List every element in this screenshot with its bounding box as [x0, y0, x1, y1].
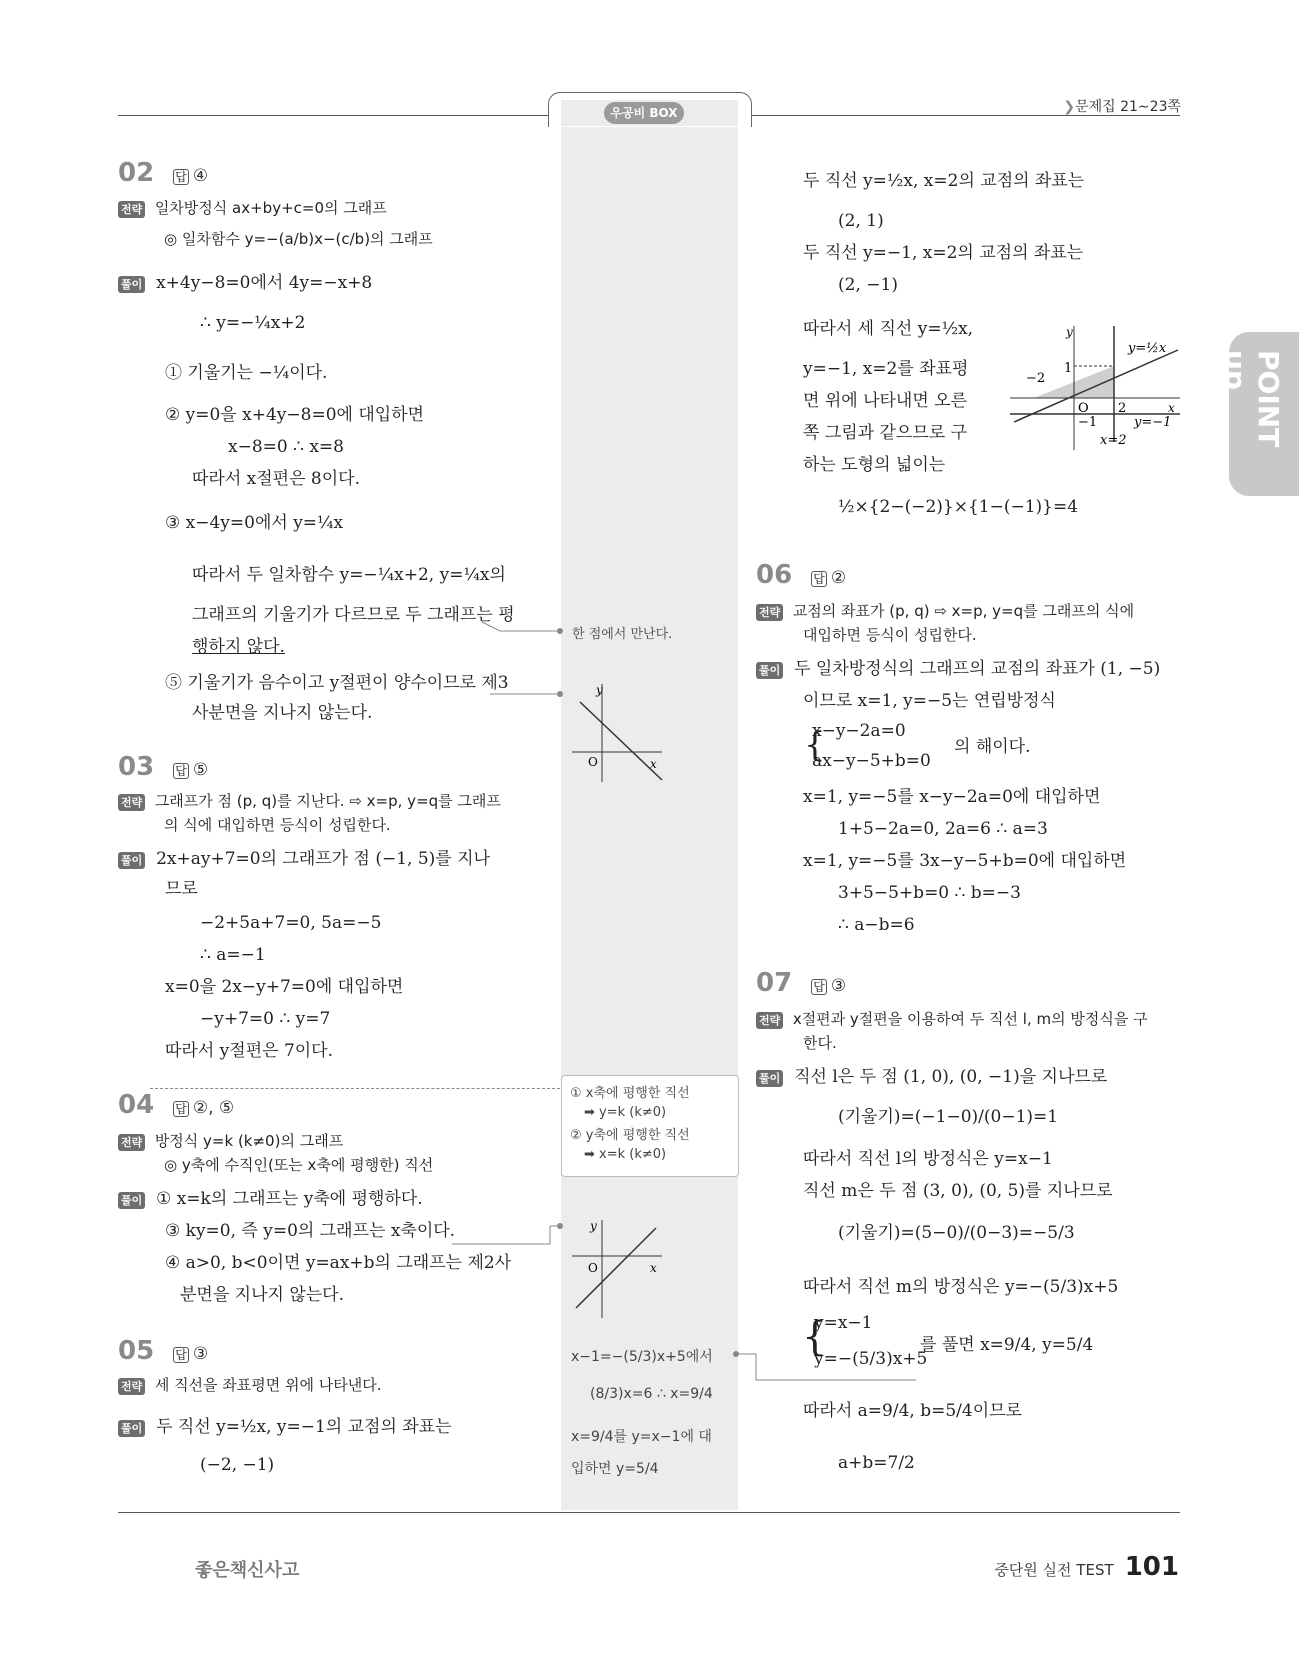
svg-text:O: O: [588, 1261, 598, 1275]
q07-connector: [732, 1340, 922, 1390]
question-03: 03 답 ⑤: [118, 752, 209, 782]
svg-text:y=½x: y=½x: [1128, 341, 1167, 356]
question-02: 02 답 ④: [118, 158, 209, 188]
svg-text:O: O: [588, 755, 598, 769]
question-05: 05 답 ③: [118, 1336, 209, 1366]
q04-note-box: ① x축에 평행한 직선 ➡ y=k (k≠0) ② y축에 평행한 직선 ➡ x=k (k≠0): [561, 1075, 739, 1177]
svg-text:1: 1: [1064, 361, 1073, 376]
q02-connector: [480, 620, 570, 700]
svg-text:y=−1: y=−1: [1134, 415, 1172, 430]
page-footer: 중단원 실전 TEST 101: [994, 1552, 1179, 1582]
publisher-logo: 좋은책신사고: [195, 1560, 300, 1581]
svg-text:x: x: [650, 757, 657, 771]
svg-text:y: y: [1066, 325, 1073, 339]
point-up-tab: POINT up: [1229, 332, 1299, 496]
svg-text:x: x: [1168, 401, 1175, 415]
box-label: 우공비 BOX: [604, 102, 684, 124]
bottom-rule: [118, 1512, 1180, 1513]
svg-text:O: O: [1078, 401, 1089, 416]
q05-graph: [1010, 322, 1185, 452]
page-reference: ❯문제집 21∼23쪽: [1063, 99, 1181, 115]
q02-graph: [572, 684, 672, 784]
q04-connector: [450, 1220, 570, 1250]
q04-graph: [572, 1220, 672, 1320]
page-number: 101: [1124, 1552, 1179, 1582]
svg-text:2: 2: [1118, 401, 1127, 416]
svg-text:x=2: x=2: [1100, 433, 1127, 448]
svg-text:x: x: [650, 1261, 657, 1275]
question-07: 07 답 ③: [756, 968, 847, 998]
svg-text:y: y: [590, 1220, 597, 1233]
svg-text:−1: −1: [1078, 415, 1098, 430]
svg-text:−2: −2: [1026, 371, 1046, 386]
question-04: 04 답 ②, ⑤: [118, 1090, 235, 1120]
question-06: 06 답 ②: [756, 560, 847, 590]
svg-text:y: y: [596, 684, 603, 697]
